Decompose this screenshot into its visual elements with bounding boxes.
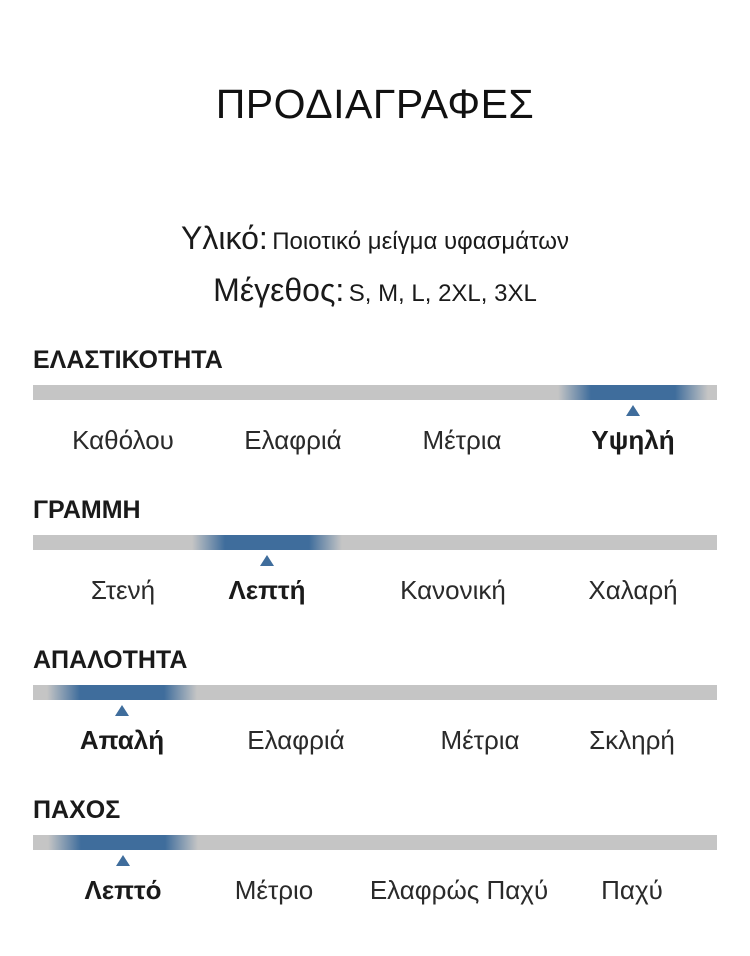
- scale-thickness: [0, 795, 750, 925]
- scale-title: ΕΛΑΣΤΙΚΟΤΗΤΑ: [33, 346, 223, 374]
- scale-marker-icon: [116, 855, 130, 866]
- scale-marker-icon: [115, 705, 129, 716]
- scale-highlight: [558, 385, 708, 400]
- scale-option: Ελαφριά: [247, 725, 345, 755]
- scale-option: Κανονική: [400, 575, 506, 605]
- scale-marker-icon: [260, 555, 274, 566]
- size-value: S, M, L, 2XL, 3XL: [348, 280, 537, 307]
- scale-track: [33, 385, 717, 400]
- material-line: [0, 216, 750, 267]
- material-label: Υλικό:: [181, 220, 268, 256]
- scale-option: Λεπτή: [228, 575, 306, 605]
- scale-option: Υψηλή: [591, 425, 675, 455]
- scale-option: Λεπτό: [84, 875, 162, 905]
- page-title: ΠΡΟΔΙΑΓΡΑΦΕΣ: [215, 81, 535, 127]
- scale-option: Απαλή: [79, 725, 165, 755]
- scale-elasticity: [0, 345, 750, 475]
- scale-option: Σκληρή: [589, 725, 675, 755]
- scale-marker-icon: [626, 405, 640, 416]
- scale-title: ΑΠΑΛΟΤΗΤΑ: [33, 646, 188, 674]
- scale-option: Ελαφριά: [244, 425, 342, 455]
- scale-option: Ελαφρώς Παχύ: [369, 875, 549, 905]
- scale-track: [33, 535, 717, 550]
- scale-title: ΓΡΑΜΜΗ: [33, 496, 141, 524]
- scale-highlight: [48, 835, 198, 850]
- scale-option: Μέτριο: [234, 875, 314, 905]
- size-line: [0, 268, 750, 319]
- material-value: Ποιοτικό μείγμα υφασμάτων: [272, 228, 569, 255]
- scale-option: Καθόλου: [72, 425, 174, 455]
- scale-option: Παχύ: [601, 875, 663, 905]
- size-label: Μέγεθος:: [213, 272, 345, 308]
- scale-option: Χαλαρή: [588, 575, 678, 605]
- scale-softness: [0, 645, 750, 775]
- scale-track: [33, 835, 717, 850]
- scale-title: ΠΑΧΟΣ: [33, 796, 121, 824]
- scale-option: Στενή: [90, 575, 156, 605]
- scale-track: [33, 685, 717, 700]
- scale-option: Μέτρια: [440, 725, 520, 755]
- scale-highlight: [47, 685, 197, 700]
- scale-highlight: [192, 535, 342, 550]
- scale-fit: [0, 495, 750, 625]
- scale-option: Μέτρια: [422, 425, 502, 455]
